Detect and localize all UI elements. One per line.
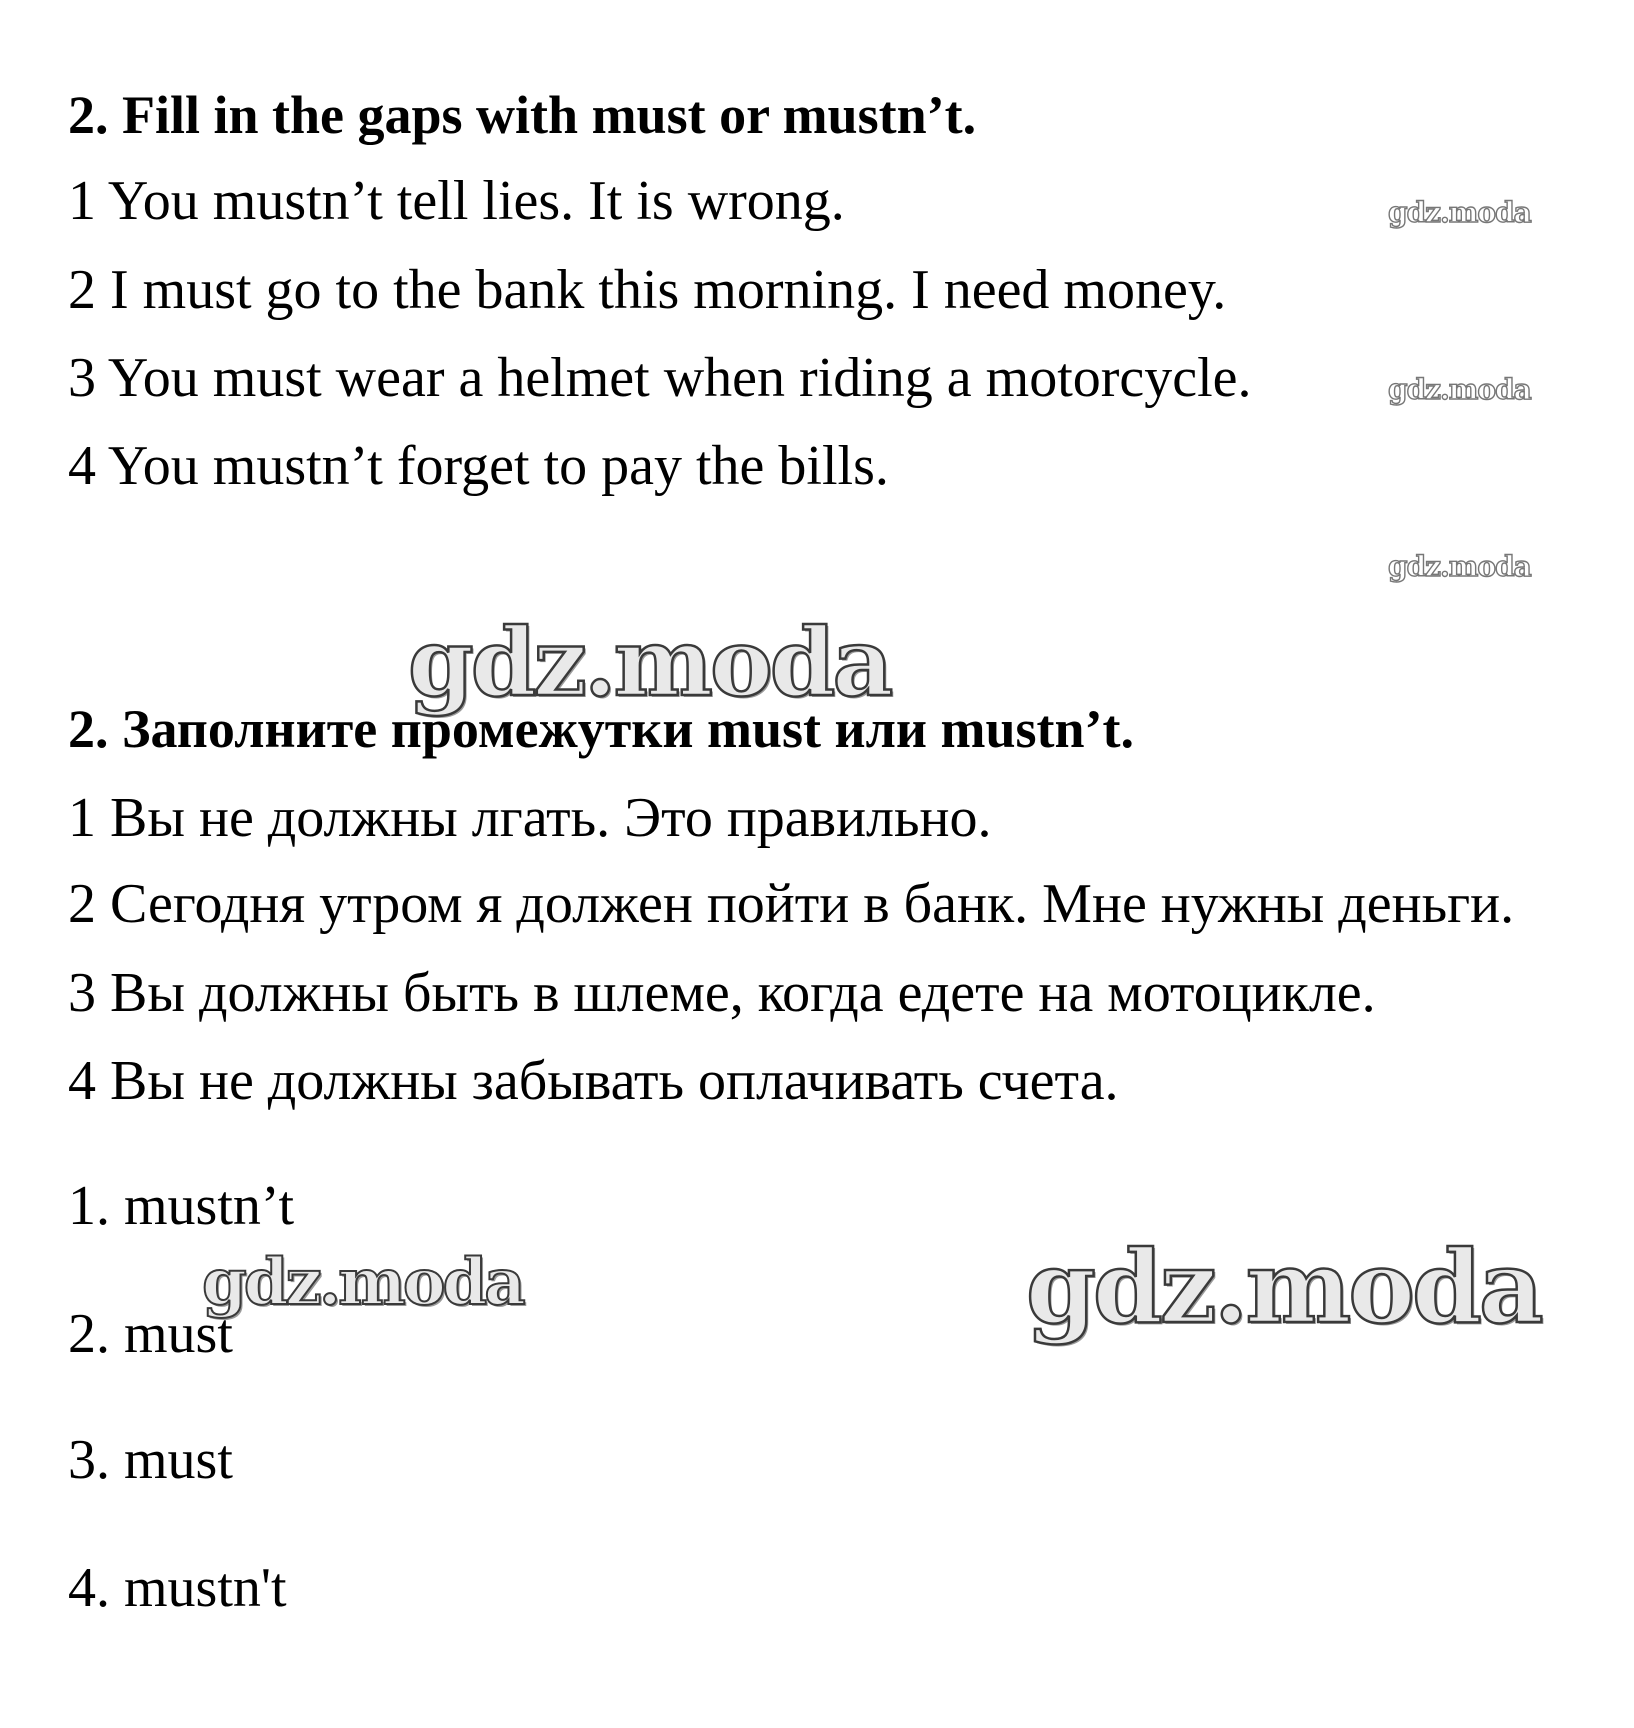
answer-4: 4. mustn't [68,1557,287,1619]
watermark-large-2: gdz.moda [202,1245,523,1320]
russian-heading: 2. Заполните промежутки must или mustn’t. [68,699,1135,759]
russian-sentence-1: 1 Вы не должны лгать. Это правильно. [68,787,992,849]
answer-1: 1. mustn’t [68,1175,295,1237]
answer-2: 2. must [68,1303,233,1365]
answer-3: 3. must [68,1429,233,1491]
watermark-small-2: gdz.moda [1388,373,1531,406]
russian-sentence-3: 3 Вы должны быть в шлеме, когда едете на мотоцикле. [68,962,1376,1024]
watermark-large-1: gdz.moda [408,608,891,718]
watermark-small-1: gdz.moda [1388,196,1531,229]
english-sentence-1: 1 You mustn’t tell lies. It is wrong. [68,170,845,232]
english-sentence-2: 2 I must go to the bank this morning. I need money. [68,259,1227,321]
watermark-large-3: gdz.moda [1026,1228,1541,1346]
watermark-small-3: gdz.moda [1388,550,1531,583]
english-sentence-3: 3 You must wear a helmet when riding a motorcycle. [68,347,1252,409]
russian-sentence-4: 4 Вы не должны забывать оплачивать счета. [68,1050,1119,1112]
english-sentence-4: 4 You mustn’t forget to pay the bills. [68,435,889,497]
russian-sentence-2: 2 Сегодня утром я должен пойти в банк. Мне нужны деньги. [68,873,1515,935]
english-heading: 2. Fill in the gaps with must or mustn’t. [68,85,977,145]
